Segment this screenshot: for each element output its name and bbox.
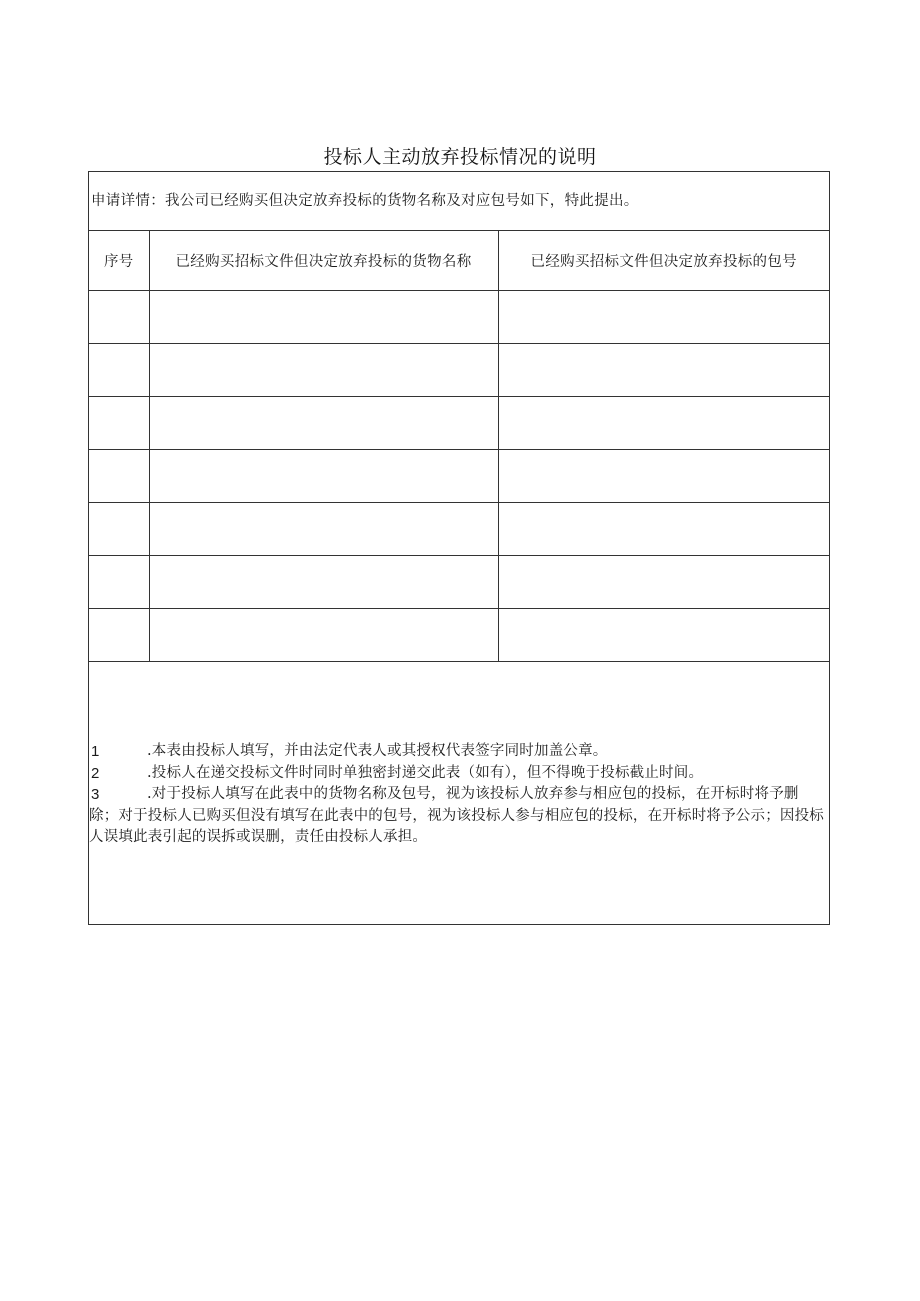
- cell-goods-name[interactable]: [149, 344, 498, 397]
- cell-goods-name[interactable]: [149, 397, 498, 450]
- table-row: [89, 397, 829, 450]
- header-seq: 序号: [89, 231, 149, 291]
- cell-seq[interactable]: [89, 609, 149, 662]
- table-row: [89, 291, 829, 344]
- statement-form: [88, 171, 830, 925]
- cell-goods-name[interactable]: [149, 503, 498, 556]
- abandoned-goods-table: [89, 231, 829, 662]
- table-row: [89, 450, 829, 503]
- cell-seq[interactable]: [89, 450, 149, 503]
- cell-seq[interactable]: [89, 291, 149, 344]
- cell-goods-name[interactable]: [149, 291, 498, 344]
- cell-seq[interactable]: [89, 556, 149, 609]
- table-row: [89, 503, 829, 556]
- header-package-no: 已经购买招标文件但决定放弃投标的包号: [498, 231, 829, 291]
- note-item: [89, 784, 827, 849]
- note-item: [89, 763, 827, 785]
- cell-goods-name[interactable]: [149, 450, 498, 503]
- cell-package-no[interactable]: [498, 503, 829, 556]
- note-number: 1: [91, 743, 100, 760]
- note-number: 3: [91, 786, 100, 803]
- cell-seq[interactable]: [89, 344, 149, 397]
- table-header-row: [89, 231, 829, 291]
- cell-goods-name[interactable]: [149, 609, 498, 662]
- table-row: [89, 556, 829, 609]
- note-text: .本表由投标人填写，并由法定代表人或其授权代表签字同时加盖公章。: [147, 743, 608, 759]
- page-title: 投标人主动放弃投标情况的说明: [323, 146, 597, 168]
- cell-seq[interactable]: [89, 503, 149, 556]
- note-item: [89, 741, 827, 763]
- cell-package-no[interactable]: [498, 450, 829, 503]
- intro-text: 申请详情：我公司已经购买但决定放弃投标的货物名称及对应包号如下，特此提出。: [89, 172, 829, 231]
- cell-goods-name[interactable]: [149, 556, 498, 609]
- cell-package-no[interactable]: [498, 397, 829, 450]
- note-text: .对于投标人填写在此表中的货物名称及包号，视为该投标人放弃参与相应包的投标，在开标时将予删除；对于投标人已购买但没有填写在此表中的包号，视为该投标人参与相应包的投标，在开标时将予公示；因投标人误填此表引起的误拆或误删，责任由投标人承担。: [89, 786, 824, 845]
- cell-package-no[interactable]: [498, 344, 829, 397]
- table-row: [89, 609, 829, 662]
- table-row: [89, 344, 829, 397]
- notes-section: [89, 741, 827, 849]
- cell-package-no[interactable]: [498, 556, 829, 609]
- note-number: 2: [91, 764, 100, 782]
- cell-package-no[interactable]: [498, 291, 829, 344]
- header-goods-name: 已经购买招标文件但决定放弃投标的货物名称: [149, 231, 498, 291]
- note-text: .投标人在递交投标文件时同时单独密封递交此表（如有），但不得晚于投标截止时间。: [147, 764, 704, 781]
- cell-seq[interactable]: [89, 397, 149, 450]
- cell-package-no[interactable]: [498, 609, 829, 662]
